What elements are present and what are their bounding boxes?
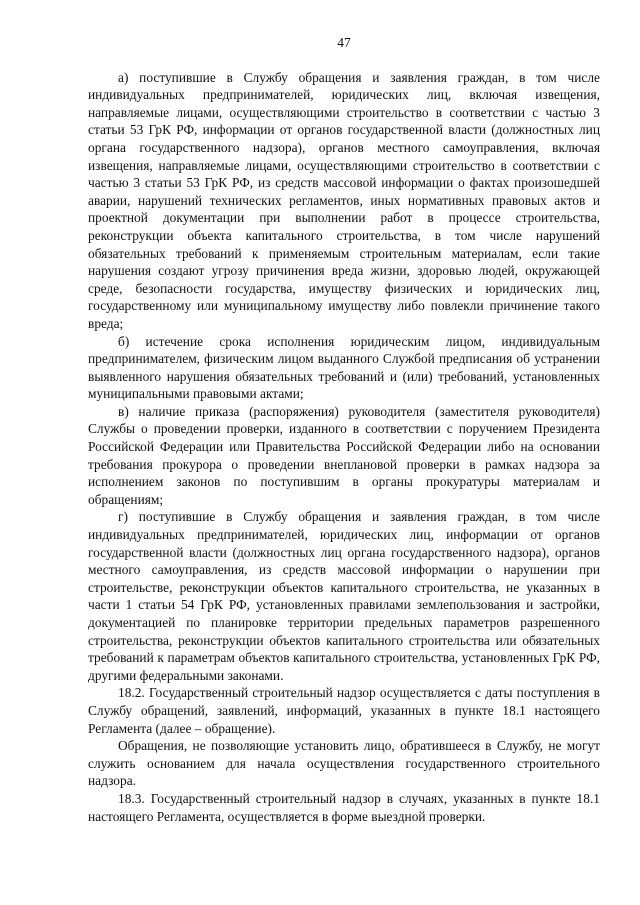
paragraph-18-2: 18.2. Государственный строительный надзор осуществляется с даты поступления в Службу обращений, заявлений, информаций, указанных в пункте 18.1 настоящего Регламента (далее – обращение). <box>88 685 600 736</box>
paragraph-18-3: 18.3. Государственный строительный надзор в случаях, указанных в пункте 18.1 настоящего Регламента, осуществляется в форме выездной проверки. <box>88 790 600 824</box>
page-number: 47 <box>337 35 351 50</box>
paragraph-v: в) наличие приказа (распоряжения) руководителя (заместителя руководителя) Службы о проведении проверки, изданного в соответствии с поручением Президента Российской Федерации или Правительства Российской Федерации либо на основании требования прокурора о проведении внеплановой проверки в рамках надзора за исполнением законов по поступившим в органы прокуратуры материалам и обращениям; <box>88 403 600 507</box>
paragraph-a: а) поступившие в Службу обращения и заявления граждан, в том числе индивидуальных предпринимателей, юридических лиц, включая извещения, направляемые лицами, осуществляющими строительство в соответствии с частью 3 статьи 53 ГрК РФ, информации от органов государственной власти (должностных лиц органа государственного надзора), органов местного самоуправления, включая извещения, направляемые лицами, осуществляющими строительство в соответствии с частью 3 статьи 53 ГрК РФ, из средств массовой информации о фактах произошедшей аварии, нарушений технических регламентов, иных нормативных правовых актов и проектной документации при выполнении работ в процессе строительства, реконструкции объекта капитального строительства, в том числе нарушений обязательных требований к применяемым строительным материалам, если такие нарушения создают угрозу причинения вреда жизни, здоровью людей, окружающей среде, безопасности государства, имуществу физических и юридических лиц, государственному или муниципальному имуществу либо повлекли причинение такого вреда; <box>88 69 600 331</box>
paragraph-b: б) истечение срока исполнения юридическим лицом, индивидуальным предпринимателем, физическим лицом выданного Службой предписания об устранении выявленного нарушения обязательных требований и (или) требований, установленных муниципальными правовыми актами; <box>88 333 600 402</box>
paragraph-anonymous-appeals: Обращения, не позволяющие установить лицо, обратившееся в Службу, не могут служить основанием для начала осуществления государственного строительного надзора. <box>88 738 600 789</box>
paragraph-g: г) поступившие в Службу обращения и заявления граждан, в том числе индивидуальных предпринимателей, юридических лиц, информации от органов государственной власти (должностных лиц органа государственного надзора), органов местного самоуправления, из средств массовой информации о нарушении при строительстве, реконструкции объектов капитального строительства, не указанных в части 1 статьи 54 ГрК РФ, установленных правилами землепользования и застройки, документацией по планировке территории предельных параметров разрешенного строительства, реконструкции объектов капитального строительства или обязательных требований к параметрам объектов капитального строительства, установленных ГрК РФ, другими федеральными законами. <box>88 509 600 683</box>
